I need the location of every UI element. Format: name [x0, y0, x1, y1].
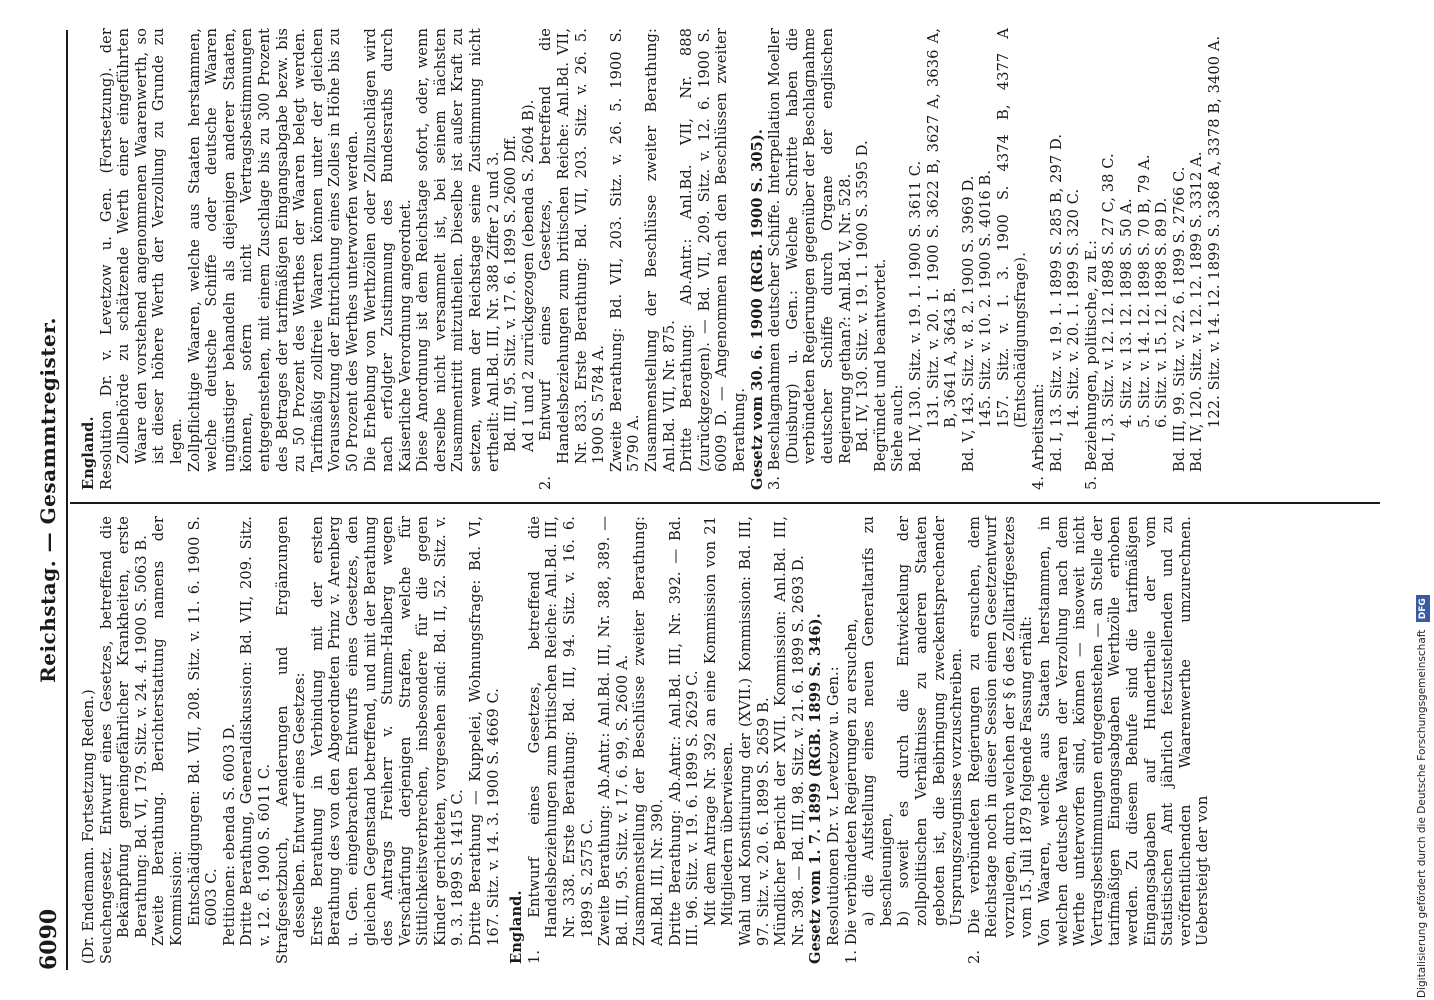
right-column — [80, 28, 1224, 490]
entry-line: a) die Aufstellung eines neuen Generaltarifs zu beschleunigen, — [860, 516, 895, 926]
entry-seuchengesetz: Seuchengesetz. Entwurf eines Gesetzes, betreffend die Bekämpfung gemeingefährlicher Krankheiten, erste Berathung: Bd. VI, 179. Sitz. v. 24. 4. 1900 S. 5063 B. — [97, 516, 150, 964]
entry-line: 1. Die verbündeten Regierungen zu ersuchen, — [842, 618, 860, 964]
section-heading-england: England. — [508, 890, 526, 964]
entry-line: 157. Sitz. v. 1. 3. 1900 S. 4374 B, 4377 A (Entschädigungsfrage). — [994, 28, 1030, 428]
side-credit — [1410, 8, 1434, 998]
entry-line: Zusammenstellung der Beschlüsse zweiter Berathung: Anl.Bd. VII, Nr. 875. — [643, 28, 678, 472]
side-credit-text — [1410, 8, 1434, 998]
entry-line: Erste Berathung in Verbindung mit der ersten Berathung des von den Abgeordneten Prinz v. Arenberg u. Gen. eingebrachten Entwurfs eines Gesetzes, den gleichen Gegenstand betreffend, und mit der Berathung des Antrags Freiherr v. Stumm-Halberg wegen Verschärfung derjenigen Strafen, welche für Sittlichkeitsverbrechen, insbesondere für die gegen Kinder gerichteten, vorgesehen sind: Bd. II, 52. Sitz. v. 9. 3. 1899 S. 1415 C. — [308, 516, 467, 946]
entry-line: Resolutionen Dr. v. Levetzow u. Gen.: — [824, 666, 842, 946]
entry-strafgesetzbuch: Strafgesetzbuch, Aenderungen und Ergänzungen desselben. Entwurf eines Gesetzes: — [273, 516, 309, 964]
entry-line: 14. Sitz. v. 20. 1. 1899 S. 320 C. — [1065, 188, 1083, 428]
entry-line: Bd. I, 3. Sitz. v. 12. 12. 1898 S. 27 C, 38 C. — [1100, 153, 1118, 472]
entry-line: 145. Sitz. v. 10. 2. 1900 S. 4016 B. — [977, 169, 995, 428]
entry-line: Zweite Berathung: Bd. VII, 203. Sitz. v. 26. 5. 1900 S. 5790 A. — [607, 28, 643, 472]
page-title: Reichstag. — Gesammtregister. — [36, 317, 60, 683]
entry-line: Siehe auch: — [889, 384, 907, 472]
entry-line: Zweite Berathung. Berichterstattung namens der Kommission: — [150, 516, 185, 946]
entry-line: Diese Anordnung ist dem Reichstage sofort, oder, wenn derselbe nicht versammelt ist, bei seinem nächsten Zusammentritt mitzutheilen. Dieselbe ist außer Kraft zu setzen, wenn der Reichstage seine Zustimmung nicht ertheilt: Anl.Bd. III, Nr. 388 Ziffer 2 und 3. — [414, 28, 502, 472]
entry-line: Dritte Berathung, Generaldiskussion: Bd. VII, 209. Sitz. v. 12. 6. 1900 S. 6011 C. — [238, 516, 273, 946]
entry-line: Dritte Berathung: Ab.Antr.: Anl.Bd. III, Nr. 392. — Bd. III. 96. Sitz. v. 19. 6. 1899 S. 2629 C. — [666, 516, 702, 946]
entry-line: 122. Sitz. v. 14. 12. 1899 S. 3368 A, 3378 B, 3400 A. — [1206, 35, 1223, 428]
entry-line: Dritte Berathung: Ab.Antr.: Anl.Bd. VII, Nr. 888 (zurückgezogen). — Bd. VII, 209. Sitz. v. 12. 6. 1900 S. 6009 D. — Angenommen nach den Beschlüssen zweiter Berathung. — [678, 28, 748, 472]
entry-line: 2. Entwurf eines Gesetzes, betreffend die Handelsbeziehungen zum britischen Reiche: Anl.Bd. VII, Nr. 833. Erste Berathung: Bd. VII, 203. Sitz. v. 26. 5. 1900 S. 5784 A. — [537, 28, 608, 490]
entry-line: 3. Beschlagnahmen deutscher Schiffe. Interpellation Moeller (Duisburg) u. Gen.: Welche Schritte haben die verbündeten Regierungen gegenüber der Beschlagnahme deutscher Schiffe durch Organe der englischen Regierung gethan?: Anl.Bd. V, Nr. 528. — [766, 28, 854, 490]
section-heading-england: England. — [80, 416, 97, 490]
left-column — [80, 516, 1212, 964]
entry-line: 4. Sitz. v. 13. 12. 1898 S. 50 A. — [1118, 198, 1136, 428]
entry-line: Dritte Berathung — Kuppelei, Wohnungsfrage: Bd. VI, 167. Sitz. v. 14. 3. 1900 S. 4669 C. — [467, 516, 502, 946]
entry-line: Entschädigungen: Bd. VII, 208. Sitz. v. 11. 6. 1900 S. 6003 C. — [185, 516, 221, 926]
dfg-logo: DFG — [1416, 595, 1430, 622]
entry-line: Bd. III, 95. Sitz. v. 17. 6. 1899 S. 2600 Dff. — [502, 135, 520, 452]
entry-line: 131. Sitz. v. 20. 1. 1900 S. 3622 B, 3627 A, 3636 A, B, 3641 A, 3643 B. — [924, 28, 960, 428]
entry-line: Bd. IV, 120. Sitz. v. 12. 12. 1899 S. 3312 A. — [1188, 151, 1206, 472]
entry-line: Wahl und Konstituirung der (XVII.) Kommission: Bd. III, 97. Sitz. v. 20. 6. 1899 S. 2659 B. — [736, 516, 772, 946]
column-divider — [70, 502, 1380, 504]
entry-line: 1. Entwurf eines Gesetzes, betreffend die Handelsbeziehungen zum britischen Reiche: Anl.Bd. III, Nr. 338. Erste Berathung: Bd. III, 94. Sitz. v. 16. 6. 1899 S. 2575 C. — [525, 516, 596, 964]
entry-line: 5. Sitz. v. 14. 12. 1898 S. 70 B, 79 A. — [1135, 154, 1153, 428]
entry-line: b) soweit es durch die Entwickelung der zollpolitischen Verhältnisse zu anderen Staaten geboten ist, die Beibringung zweckentsprechender Ursprungszeugnisse vorzuschreiben. — [895, 516, 966, 926]
entry-line: Bd. IV, 130. Sitz. v. 19. 1. 1900 S. 3611 C. — [906, 160, 924, 472]
entry-line: 4. Arbeitsamt: — [1030, 383, 1048, 490]
dfg-note: Digitalisierung gefördert durch die Deutsche Forschungsgemeinschaft — [1416, 629, 1428, 998]
entry-line: Bd. I, 13. Sitz. v. 19. 1. 1899 S. 285 B, 297 D. — [1047, 133, 1065, 472]
entry-line: 2. Die verbündeten Regierungen zu ersuchen, dem Reichstage noch in dieser Session einen Gesetzentwurf vorzulegen, durch welchen der § 6 des Zolltarifgesetzes vom 15. Juli 1879 folgende Fassung erhält: — [965, 516, 1036, 964]
entry-line: Begründet und beantwortet. — [871, 258, 889, 472]
continuation-heading: (Dr. Endemann. Fortsetzung Reden.) — [80, 689, 97, 964]
page-number: 6090 — [36, 908, 62, 970]
entry-line: Mündlicher Bericht der XVII. Kommission: Anl.Bd. III, Nr. 398. — Bd. III, 98. Sitz. v. 21. 6. 1899 S. 2693 D. — [772, 516, 807, 946]
entry-line: Zollpflichtige Waaren, welche aus Staaten herstammen, welche deutsche Schiffe oder deutsche Waaren ungünstiger behandeln als diejenigen anderer Staaten, können, sofern nicht Vertragsbestimmungen entgegenstehen, mit einem Zuschlage bis zu 300 Prozent des Betrages der tarifmäßigen Eingangsabgabe bezw. bis zu 50 Prozent des Werthes der Waaren belegt werden. Tarifmäßig zollfreie Waaren können unter der gleichen Voraussetzung der Entrichtung eines Zolles in Höhe bis zu 50 Prozent des Werthes unterworfen werden. — [185, 28, 361, 472]
entry-line: Die Erhebung von Werthzöllen oder Zollzuschlägen wird nach erfolgter Zustimmung des Bundesraths durch Kaiserliche Verordnung angeordnet. — [361, 28, 414, 472]
entry-line: Resolution Dr. v. Levetzow u. Gen. (Fortsetzung). der Zollbehörde zu schätzende Werth einer eingeführten Waare den vorstehend angenommenen Waarenwerth, so ist dieser höhere Werth der Verzollung zu Grunde zu legen. — [97, 28, 185, 490]
entry-line: Bd. III, 99. Sitz. v. 22. 6. 1899 S. 2766 C. — [1170, 166, 1188, 472]
entry-line: Mit dem Antrage Nr. 392 an eine Kommission von 21 Mitgliedern überwiesen. — [701, 516, 737, 926]
header-rule — [66, 30, 68, 970]
entry-line: Ad 1 und 2 zurückgezogen (ebenda S. 2604 B). — [519, 99, 537, 452]
entry-line: Gesetz vom 1. 7. 1899 (RGB. 1899 S. 346). — [807, 613, 825, 964]
entry-line: Bd. IV, 130. Sitz. v. 19. 1. 1900 S. 3595 D. — [854, 140, 872, 452]
entry-line: Bd. V, 143. Sitz. v. 8. 2. 1900 S. 3969 D. — [959, 175, 977, 472]
entry-line: Zusammenstellung der Beschlüsse zweiter Berathung: Anl.Bd. III, Nr. 390. — [631, 516, 666, 946]
entry-line: Zweite Berathung: Ab.Antr.: Anl.Bd. III, Nr. 388, 389. — Bd. III, 95. Sitz. v. 17. 6. 99, S. 2600 A. — [596, 516, 631, 946]
entry-line: Von Waaren, welche aus Staaten herstammen, in welchen deutsche Waaren der Verzollung nach dem Werthe unterworfen sind, können — insoweit nicht Vertragsbestimmungen entgegenstehen — an Stelle der tarifmäßigen Eingangsabgaben Werthzölle erhoben werden. Zu diesem Behufe sind die tarifmäßigen Eingangsabgaben auf Hundertheile der vom Statistischen Amt jährlich festzustellenden und zu veröffentlichenden Waarenwerthe umzurechnen. Uebersteigt der von — [1036, 516, 1212, 946]
entry-line: 6. Sitz. v. 15. 12. 1898 S. 89 D. — [1153, 197, 1171, 428]
page-header — [28, 30, 68, 970]
entry-line: Petitionen: ebenda S. 6003 D. — [220, 723, 238, 946]
entry-line: Gesetz vom 30. 6. 1900 (RGB. 1900 S. 305). — [748, 128, 766, 490]
entry-line: 5. Beziehungen, politische, zu E.: — [1082, 239, 1100, 490]
